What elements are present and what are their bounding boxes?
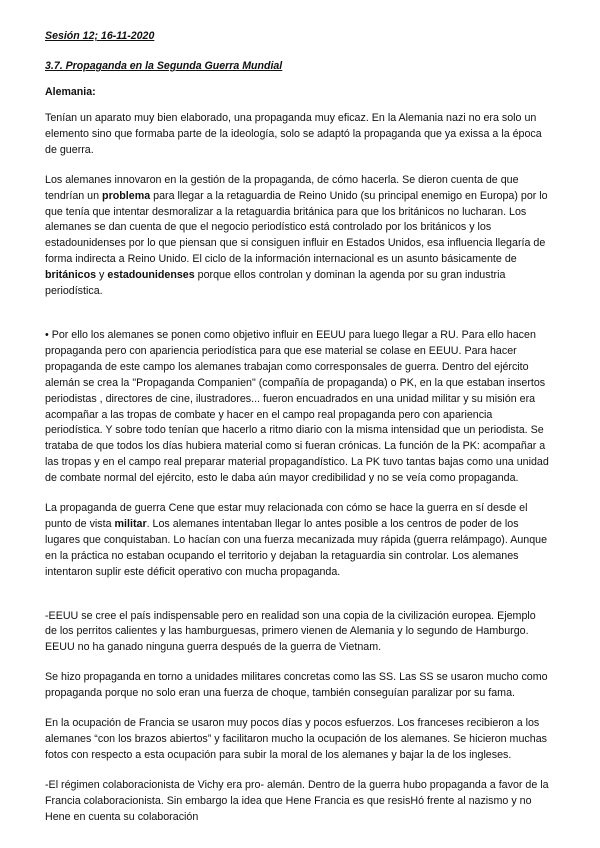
paragraph-7: En la ocupación de Francia se usaron muy pocos días y pocos esfuerzos. Los franceses recibieron a los alemanes “con los brazos abiertos” y facilitaron mucho la ocupación de los alemanes. Se hicieron muchas fotos con respecto a esta ocupación para subir la moral de los alemanes y bajar la de los ingleses. xyxy=(45,717,547,761)
section-title: 3.7. Propaganda en la Segunda Guerra Mundial xyxy=(45,60,283,72)
paragraph-1: Tenían un aparato muy bien elaborado, una propaganda muy eficaz. En la Alemania nazi no era solo un elemento sino que formaba parte de la ideología, solo se adaptó la propaganda que ya exissa a la época de guerra. xyxy=(45,112,542,156)
paragraph-2-text-1: Los alemanes innovaron en la gestión de la propaganda, de cómo hacerla. Se dieron cuenta de que tendrían un xyxy=(45,173,519,202)
paragraph-2-bold-3: estadounidenses xyxy=(107,269,195,282)
paragraph-2-text-3: y xyxy=(96,269,108,282)
paragraph-8: -El régimen colaboracionista de Vichy era pro- alemán. Dentro de la guerra hubo propaganda a favor de la Francia colaboracionista. Sin embargo la idea que Hene Francia es que resisHó frente al nazismo y no Hene en cuenta su colaboración xyxy=(45,778,549,823)
paragraph-2-text-4: porque ellos controlan y dominan la agenda por su gran industria periodística. xyxy=(45,269,506,298)
paragraph-2-bold-1: problema xyxy=(102,189,151,202)
paragraph-2-text-2: para llegar a la retaguardia de Reino Unido (su principal enemigo en Europa) por lo que tenía que intentar desmoralizar a la retaguardia británica para que los británicos no lucharan. Los alemanes se dan cuenta de que el negocio periodístico está controlado por los británicos y los estadounidenses por lo que piensan que si consiguen influir en Estados Unidos, esa influencia llegaría de forma indirecta a Reino Unido. El ciclo de la información internacional es un asunto básicamente de xyxy=(45,189,548,266)
paragraph-4 xyxy=(45,501,550,581)
paragraph-6: Se hizo propaganda en torno a unidades militares concretas como las SS. Las SS se usaron mucho como propaganda porque no solo eran una fuerza de choque, también conseguían paralizar por su fama. xyxy=(45,671,548,700)
paragraph-3: • Por ello los alemanes se ponen como objetivo influir en EEUU para luego llegar a RU. Para ello hacen propaganda pero con apariencia periodística para que ese material se colase en EEUU. Para hacer propaganda de este campo los alemanes trabajan como corresponsales de guerra. Dentro del ejército alemán se crea la "Propaganda Companien" (compañía de propaganda) o PK, en la que estaban insertos periodistas , directores de cine, ilustradores... fueron encuadrados en una unidad militar y su misión era acompañar a las tropas de combate y hacer en el campo real propaganda pero con apariencia periodística. Y sobre todo tenían que hacerlo a ritmo diario con la misma intensidad que un periodista. Se trataba de que todos los días hubiera material como si fueran crónicas. La función de la PK: acompañar a las tropas y en el campo real preparar material propagandístico. La PK tuvo tantas bajas como una unidad de combate normal del ejército, esto le daba aún mayor credibilidad y no se veía como propaganda. xyxy=(45,328,549,485)
paragraph-4-bold-1: militar xyxy=(114,517,147,530)
paragraph-2 xyxy=(45,173,550,300)
subheading-alemania: Alemania: xyxy=(45,86,96,98)
paragraph-4-text-2: . Los alemanes intentaban llegar lo antes posible a los centros de poder de los lugares que conquistaban. Lo hacían con una fuerza mecanizada muy rápida (guerra relámpago). Aunque en la práctica no estaban ocupando el territorio y dejaban la retaguardia sin controlar. Los alemanes intentaron suplir este déficit operativo con mucha propaganda. xyxy=(45,517,548,578)
paragraph-5: -EEUU se cree el país indispensable pero en realidad son una copia de la civilización europea. Ejemplo de los perritos calientes y las hamburguesas, primero vienen de Alemania y lo segundo de Hamburgo. EEUU no ha ganado ninguna guerra después de la guerra de Vietnam. xyxy=(45,609,536,654)
session-date: Sesión 12; 16-11-2020 xyxy=(45,30,155,42)
paragraph-4-text-1: La propaganda de guerra Cene que estar muy relacionada con cómo se hace la guerra en sí desde el punto de vista xyxy=(45,502,528,530)
paragraph-2-bold-2: británicos xyxy=(45,269,97,282)
